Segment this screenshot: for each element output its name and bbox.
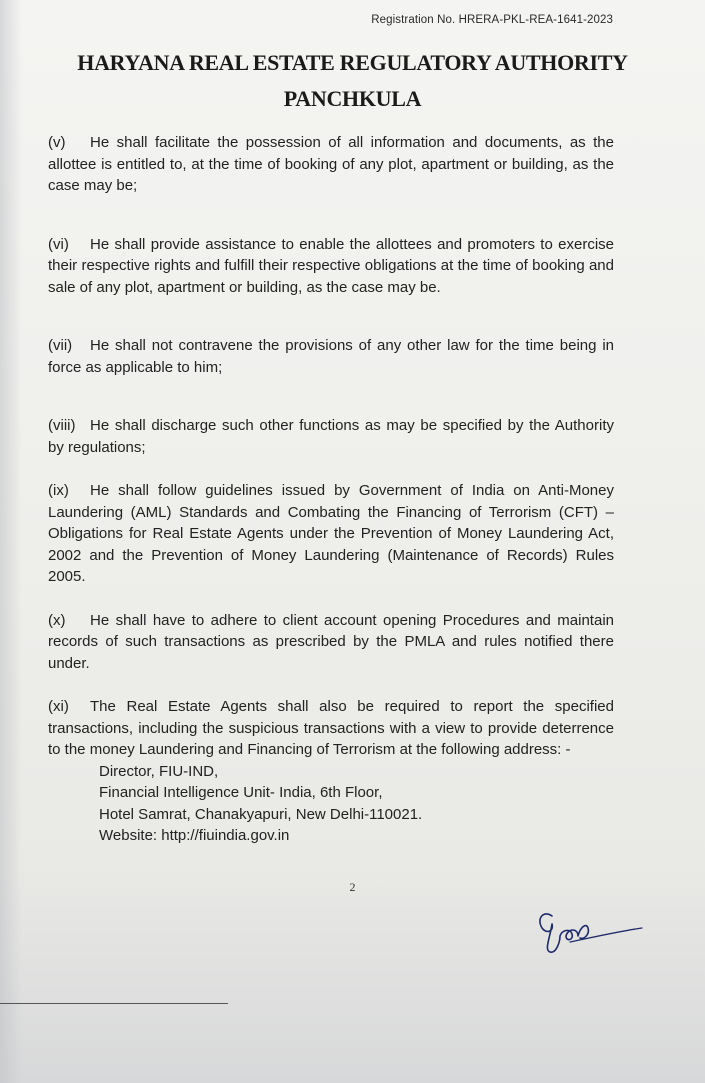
clause-text: He shall discharge such other functions as may be specified by the Authority by regulations; [48, 417, 614, 456]
clause-number: (xi) [48, 698, 69, 715]
clause-xi [48, 696, 614, 761]
clause-number: (v) [48, 134, 66, 151]
fiu-address-block [99, 761, 614, 847]
clause-text: He shall provide assistance to enable the allottees and promoters to exercise their respective rights and fulfill their respective obligations at the time of booking and sale of any plot, apartment or building, as the case may be. [48, 235, 614, 296]
authority-location: PANCHKULA [283, 86, 422, 112]
address-line-website: Website: http://fiuindia.gov.in [99, 827, 290, 844]
clause-number: (vii) [48, 337, 73, 354]
page-number: 2 [349, 880, 356, 894]
clause-text: He shall follow guidelines issued by Government of India on Anti-Money Laundering (AML) Standards and Combating the Financing of Terrorism (CFT) – Obligations for Real Estate Agents under the Prevention of Money Laundering Act, 2002 and the Prevention of Money Laundering (Maintenance of Records) Rules 2005. [48, 482, 614, 585]
clause-text: The Real Estate Agents shall also be required to report the specified transactions, including the suspicious transactions with a view to provide deterrence to the money Laundering and Financing of Terrorism at the following address: - [48, 698, 614, 758]
clause-number: (ix) [48, 482, 69, 499]
authority-name: HARYANA REAL ESTATE REGULATORY AUTHORITY [77, 50, 628, 75]
clause-ix [48, 480, 614, 588]
clause-text: He shall not contravene the provisions of any other law for the time being in force as applicable to him; [48, 337, 614, 376]
signature-icon [530, 898, 650, 958]
clause-text: He shall facilitate the possession of all information and documents, as the allottee is entitled to, at the time of booking of any plot, apartment or building, as the case may be; [48, 134, 614, 194]
address-line-director: Director, FIU-IND, [99, 762, 219, 780]
address-line-location: Hotel Samrat, Chanakyapuri, New Delhi-110021. [99, 805, 423, 823]
clause-number: (vi) [48, 235, 69, 253]
footer-divider [0, 1003, 228, 1004]
clause-vi [48, 234, 614, 299]
clause-v [48, 132, 614, 197]
clause-x [48, 610, 614, 675]
clause-number: (x) [48, 611, 66, 629]
registration-number: Registration No. HRERA-PKL-REA-1641-2023 [371, 14, 613, 26]
clause-number: (viii) [48, 417, 76, 434]
document-body [48, 132, 614, 847]
address-line-unit: Financial Intelligence Unit- India, 6th Floor, [99, 784, 383, 801]
clause-viii [48, 415, 614, 458]
clause-text: He shall have to adhere to client account opening Procedures and maintain records of such transactions as prescribed by the PMLA and rules notified there under. [48, 611, 614, 672]
document-title [0, 50, 705, 113]
clause-vii [48, 335, 614, 378]
